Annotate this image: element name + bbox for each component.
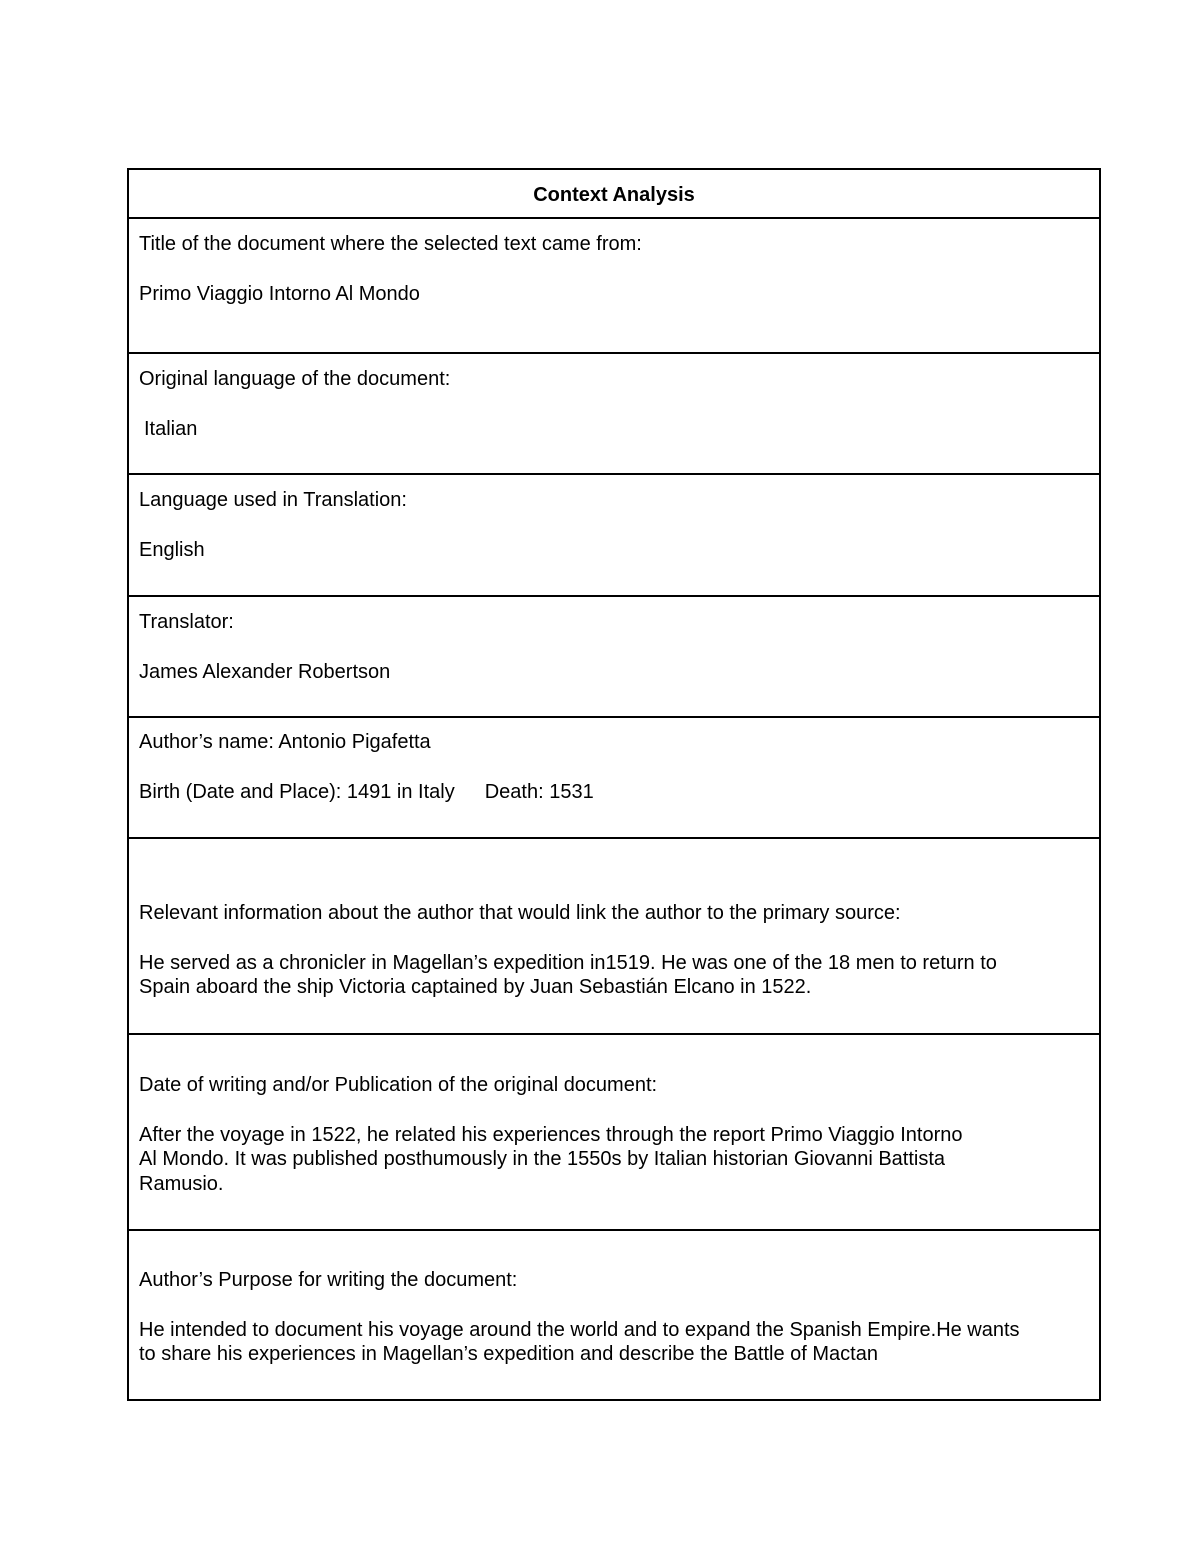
translator-label: Translator: (139, 611, 234, 633)
table-header-row (129, 170, 1099, 217)
purpose-row (129, 1229, 1099, 1399)
date-of-writing-label: Date of writing and/or Publication of the original document: (139, 1074, 658, 1096)
relevant-info-line-1: He served as a chronicler in Magellan’s expedition in1519. He was one of the 18 men to return to (139, 951, 997, 974)
original-language-label: Original language of the document: (139, 368, 451, 390)
purpose-line-2: to share his experiences in Magellan’s expedition and describe the Battle of Mactan (139, 1343, 878, 1365)
author-name: Author’s name: Antonio Pigafetta (139, 731, 431, 753)
translator-row (129, 595, 1099, 716)
date-of-writing-line-2: Al Mondo. It was published posthumously in the 1550s by Italian historian Giovanni Battista (139, 1148, 946, 1170)
purpose-label: Author’s Purpose for writing the document: (139, 1269, 518, 1291)
relevant-info-label: Relevant information about the author that would link the author to the primary source: (139, 902, 901, 924)
date-of-writing-line-1: After the voyage in 1522, he related his experiences through the report Primo Viaggio Intorno (139, 1123, 963, 1146)
purpose-value (139, 1318, 1089, 1367)
author-row (129, 716, 1099, 837)
author-birth: Birth (Date and Place): 1491 in Italy (139, 780, 455, 803)
original-language-value: Italian (144, 417, 198, 440)
title-of-document-label: Title of the document where the selected text came from: (139, 233, 642, 255)
relevant-info-line-2: Spain aboard the ship Victoria captained by Juan Sebastián Elcano in 1522. (139, 976, 812, 998)
author-birth-death (139, 780, 1089, 805)
translation-language-value: English (139, 538, 205, 561)
date-of-writing-value (139, 1123, 1089, 1197)
date-of-writing-line-3: Ramusio. (139, 1172, 224, 1195)
title-of-document-value: Primo Viaggio Intorno Al Mondo (139, 282, 420, 305)
translation-language-row (129, 473, 1099, 595)
relevant-info-row (129, 837, 1099, 1033)
translation-language-label: Language used in Translation: (139, 489, 407, 511)
context-analysis-table (127, 168, 1101, 1401)
title-of-document-row (129, 217, 1099, 352)
author-death: Death: 1531 (484, 780, 594, 803)
translator-value: James Alexander Robertson (139, 660, 391, 683)
original-language-row (129, 352, 1099, 473)
relevant-info-value (139, 951, 1089, 1000)
date-of-writing-row (129, 1033, 1099, 1229)
purpose-line-1: He intended to document his voyage around the world and to expand the Spanish Empire.He wants (139, 1318, 1020, 1341)
table-title: Context Analysis (533, 184, 695, 206)
